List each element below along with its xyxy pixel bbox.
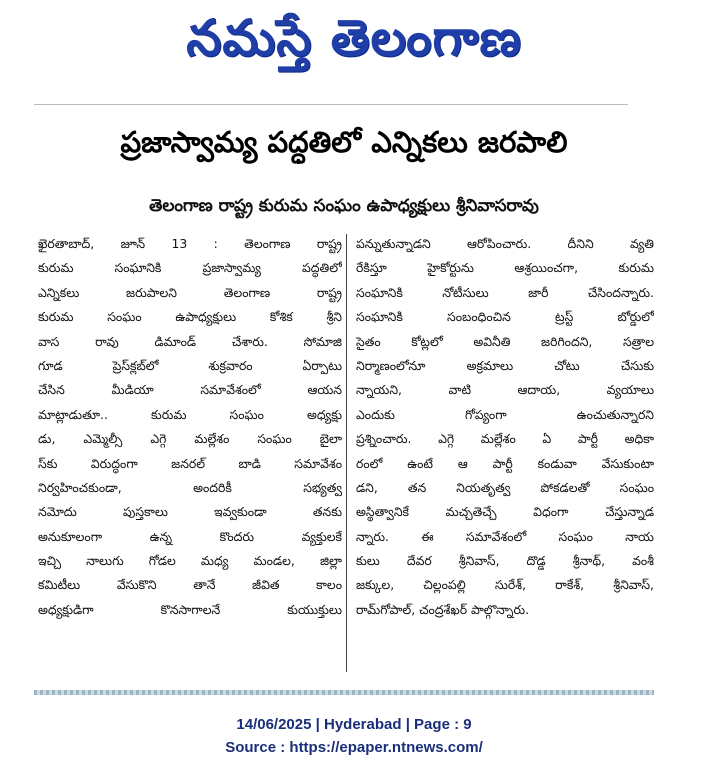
article-line: న్నాయని, వాటి ఆదాయ, వ్యయాలు (356, 382, 654, 398)
article-line: రంలో ఉంటే ఆ పార్టీ కండువా వేసుకుంటా (356, 455, 654, 471)
article-bottom-border (34, 690, 654, 695)
article-line: కురుమ సంఘానికి ప్రజాస్వామ్య పద్ధతిలో (38, 260, 342, 276)
article-line: కులు దేవర శ్రీనివాస్, దొడ్డ శ్రీనాథ్, వంశీ (356, 553, 654, 569)
column-divider (346, 234, 347, 672)
article-line: కమిటీలు వేసుకొని తానే జీవిత కాలం (38, 577, 342, 593)
article-line: ఇచ్చి నాలుగు గోడల మధ్య మండల, జిల్లా (38, 553, 342, 569)
article-line: సంఘానికి నోటీసులు జారీ చేసిందన్నారు. (356, 284, 654, 300)
article-left-column (38, 232, 342, 622)
edition-info: 14/06/2025 | Hyderabad | Page : 9 (236, 716, 472, 733)
article-line: ఖైరతాబాద్, జూన్ 13 : తెలంగాణ రాష్ట్ర (38, 236, 342, 251)
article-line: అధ్యక్షుడిగా కొనసాగాలనే కుయుక్తులు (38, 601, 342, 617)
article-line: ప్రశ్నించారు. ఎగ్గె మల్లేశం ఏ పార్టీ అధికా (356, 431, 654, 447)
article-line: నమోదు పుస్తకాలు ఇవ్వకుండా తనకు (38, 504, 342, 520)
article-line: స్‌కు విరుద్ధంగా జనరల్ బాడి సమావేశం (38, 455, 342, 471)
article-line: డని, తన నియతృత్వ పోకడలతో సంఘం (356, 479, 654, 495)
article-line: పన్నుతున్నాడని ఆరోపించారు. దీనిని వ్యతి (356, 236, 654, 251)
article-line: సైతం కోట్లలో అవినీతి జరిగిందని, సత్రాల (356, 333, 654, 349)
article-line: రేకిస్తూ హైకోర్టును ఆశ్రయించగా, కురుమ (356, 260, 654, 276)
article-line: ఎందుకు గోప్యంగా ఉంచుతున్నారని (356, 406, 654, 422)
article-line: నిర్మాణంలోనూ అక్రమాలు చోటు చేసుకు (356, 357, 654, 373)
article-line: ఎన్నికలు జరుపాలని తెలంగాణ రాష్ట్ర (38, 284, 342, 300)
article-line: కురుమ సంఘం ఉపాధ్యక్షులు కోశిక శ్రీని (38, 309, 342, 325)
newspaper-masthead: నమస్తే తెలంగాణ (186, 9, 522, 67)
article-line: అస్థిత్వానికే మచ్చతెచ్చే విధంగా చేస్తున్నాడ (356, 504, 654, 520)
article-headline: ప్రజాస్వామ్య పద్ధతిలో ఎన్నికలు జరపాలి (120, 125, 568, 159)
article-line: జక్కుల, చిల్లంపల్లి సురేశ్, రాకేశ్, శ్రీనివాస్, (356, 577, 654, 593)
article-line: వాస రావు డిమాండ్ చేశారు. సోమాజి (38, 333, 342, 349)
article-line: డు, ఎమ్మెల్సీ ఎగ్గె మల్లేశం సంఘం బైలా (38, 431, 342, 447)
source-link: Source : https://epaper.ntnews.com/ (225, 739, 483, 756)
article-right-column (356, 232, 654, 622)
article-line: మాట్లాడుతూ.. కురుమ సంఘం అధ్యక్షు (38, 406, 342, 422)
article-line: చేసిన మీడియా సమావేశంలో ఆయన (38, 382, 342, 398)
article-line: న్నారు. ఈ సమావేశంలో సంఘం నాయ (356, 528, 654, 544)
article-line: నిర్వహించకుండా, అందరికీ సభ్యత్వ (38, 479, 342, 495)
article-subheadline: తెలంగాణ రాష్ట్ర కురుమ సంఘం ఉపాధ్యక్షులు శ్రీనివాసరావు (149, 196, 539, 216)
masthead-divider (34, 104, 628, 105)
article-line: సంఘానికి సంబంధించిన ట్రస్ట్ బోర్డులో (356, 309, 654, 325)
article-line: అనుకూలంగా ఉన్న కొందరు వ్యక్తులకే (38, 528, 342, 544)
article-line: గూడ ప్రెస్‌క్లబ్‌లో శుక్రవారం ఏర్పాటు (38, 357, 342, 373)
article-line: రామ్‌గోపాల్, చంద్రశేఖర్ పాల్గొన్నారు. (356, 601, 530, 617)
